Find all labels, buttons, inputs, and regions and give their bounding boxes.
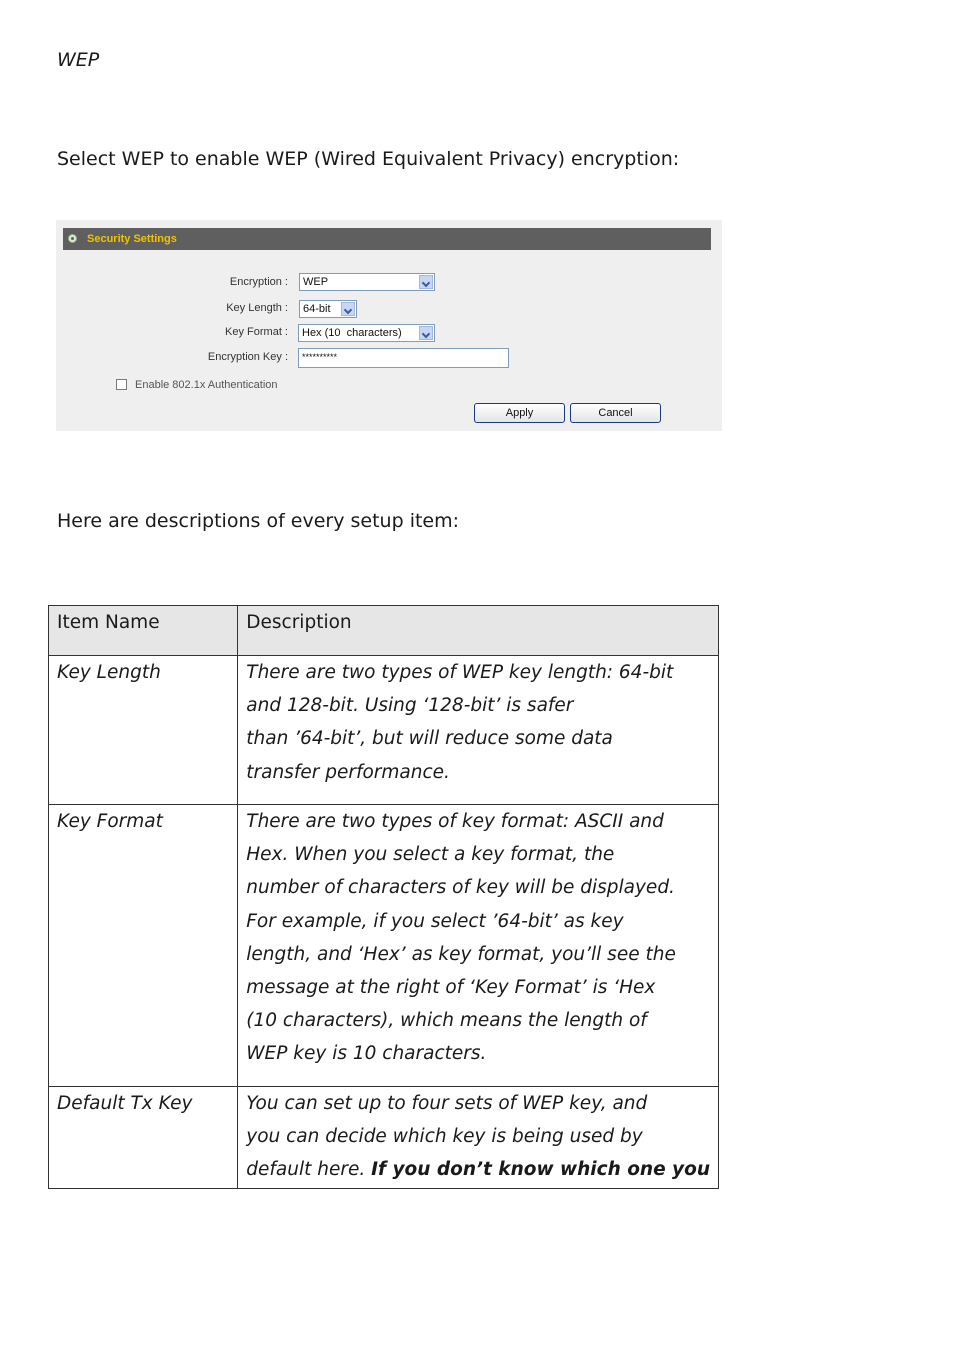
- panel-title: Security Settings: [87, 233, 177, 245]
- column-header-item-name: Item Name: [49, 606, 238, 656]
- key-format-label: Key Format :: [225, 326, 288, 338]
- description-line: you can decide which key is being used by: [246, 1126, 643, 1148]
- description-line: There are two types of key format: ASCII and: [246, 811, 664, 832]
- encryption-select-value: WEP: [303, 276, 329, 288]
- description-line: length, and ‘Hex’ as key format, you’ll see the: [246, 943, 676, 965]
- key-format-select[interactable]: [298, 324, 435, 342]
- description-line: WEP key is 10 characters.: [246, 1043, 487, 1065]
- table-row: [49, 805, 719, 1087]
- setup-items-table: [48, 605, 719, 1189]
- item-description-cell: [238, 656, 719, 805]
- encryption-select[interactable]: [299, 273, 435, 291]
- description-line: and 128-bit. Using ‘128-bit’ is safer: [246, 695, 574, 717]
- auth-checkbox-label: Enable 802.1x Authentication: [135, 379, 278, 391]
- apply-button[interactable]: Apply: [474, 403, 565, 423]
- key-format-select-value: Hex (10 characters): [302, 327, 402, 339]
- panel-header: [63, 228, 711, 250]
- description-line: transfer performance.: [246, 761, 450, 783]
- key-length-select[interactable]: [299, 300, 357, 318]
- description-line: For example, if you select ’64-bit’ as key: [246, 910, 624, 932]
- description-line: Hex. When you select a key format, the: [246, 844, 615, 866]
- table-row: [49, 1087, 719, 1189]
- description-line: (10 characters), which means the length of: [246, 1010, 647, 1032]
- cancel-button[interactable]: Cancel: [570, 403, 661, 423]
- item-description-cell: [238, 1087, 719, 1189]
- key-length-label: Key Length :: [226, 302, 288, 314]
- table-row: [49, 656, 719, 805]
- item-name-cell: Key Format: [49, 805, 238, 1087]
- chevron-down-icon[interactable]: [419, 326, 433, 340]
- auth-checkbox[interactable]: [116, 379, 127, 390]
- bold-emphasis-text: If you don’t know which one you: [371, 1159, 710, 1181]
- key-length-select-value: 64-bit: [303, 303, 331, 315]
- table-header-row: [49, 606, 719, 656]
- encryption-key-input[interactable]: **********: [298, 348, 509, 368]
- description-line: You can set up to four sets of WEP key, and: [246, 1093, 648, 1114]
- bullet-icon: [68, 234, 77, 243]
- item-description-cell: [238, 805, 719, 1087]
- encryption-label: Encryption :: [229, 276, 288, 288]
- chevron-down-icon[interactable]: [419, 275, 433, 289]
- description-line: message at the right of ‘Key Format’ is ‘Hex: [246, 977, 656, 999]
- description-line: number of characters of key will be displayed.: [246, 877, 675, 899]
- item-name-cell: Key Length: [49, 656, 238, 805]
- section-heading: WEP: [57, 49, 100, 71]
- descriptions-intro: Here are descriptions of every setup item:: [57, 510, 460, 532]
- description-line: [246, 1153, 710, 1186]
- description-text: default here.: [246, 1159, 372, 1181]
- column-header-description: Description: [238, 606, 719, 656]
- intro-text: Select WEP to enable WEP (Wired Equivalent Privacy) encryption:: [57, 148, 680, 170]
- security-settings-panel: [56, 220, 722, 431]
- item-name-cell: Default Tx Key: [49, 1087, 238, 1189]
- description-line: than ’64-bit’, but will reduce some data: [246, 728, 613, 750]
- description-line: There are two types of WEP key length: 64-bit: [246, 662, 674, 683]
- chevron-down-icon[interactable]: [341, 302, 355, 316]
- encryption-key-label: Encryption Key :: [207, 351, 288, 363]
